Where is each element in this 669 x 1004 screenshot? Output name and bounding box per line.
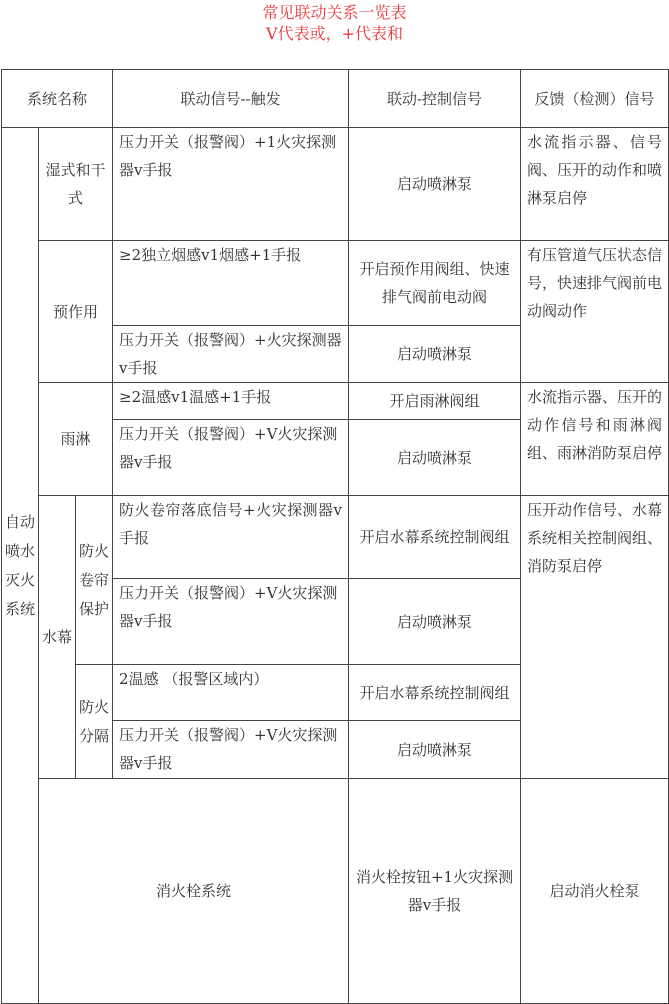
control-cell: 启动喷淋泵: [349, 326, 521, 383]
control-cell: 开启雨淋阀组: [349, 383, 521, 420]
curtain-shutter-protection: 防火卷帘保护: [76, 496, 113, 665]
subsystem-wet-dry: 湿式和干式: [39, 128, 113, 241]
control-cell: 开启预作用阀组、快速排气阀前电动阀: [349, 241, 521, 326]
header-control: 联动-控制信号: [349, 70, 521, 128]
system-sprinkler: 自动喷水灭火系统: [2, 128, 39, 1004]
control-cell: 开启水幕系统控制阀组: [349, 665, 521, 721]
control-cell: 启动喷淋泵: [349, 128, 521, 241]
subsystem-deluge: 雨淋: [39, 383, 113, 496]
table-row: [2, 779, 669, 1004]
table-row: [2, 496, 669, 579]
trigger-cell: 压力开关（报警阀）+火灾探测器v手报: [113, 326, 349, 383]
linkage-table: [1, 69, 669, 1004]
trigger-cell: 防火卷帘落底信号+火灾探测器v手报: [113, 496, 349, 579]
trigger-cell: 2温感 （报警区域内）: [113, 665, 349, 721]
control-cell: 启动喷淋泵: [349, 420, 521, 496]
curtain-fire-separation: 防火分隔: [76, 665, 113, 779]
feedback-cell: 压开动作信号、水幕系统相关控制阀组、消防泵启停: [521, 496, 669, 779]
trigger-cell: 压力开关（报警阀）+1火灾探测器v手报: [113, 128, 349, 241]
header-trigger: 联动信号--触发: [113, 70, 349, 128]
trigger-cell: 消火栓按钮+1火灾探测器v手报: [349, 779, 521, 1004]
feedback-cell: 有压管道气压状态信号，快速排气阀前电动阀动作: [521, 241, 669, 383]
document-title: 常见联动关系一览表: [262, 3, 407, 22]
control-cell: 启动消火栓泵: [521, 779, 669, 1004]
control-cell: 开启水幕系统控制阀组: [349, 496, 521, 579]
subsystem-preaction: 预作用: [39, 241, 113, 383]
trigger-cell: ≥2温感v1温感+1手报: [113, 383, 349, 420]
trigger-cell: 压力开关（报警阀）+V火灾探测器v手报: [113, 579, 349, 665]
header-row: [2, 70, 669, 128]
header-feedback: 反馈（检测）信号: [521, 70, 669, 128]
subsystem-curtain: 水幕: [39, 496, 76, 779]
feedback-cell: 水流指示器、压开的动作信号和雨淋阀组、雨淋消防泵启停: [521, 383, 669, 496]
trigger-cell: 压力开关（报警阀）+V火灾探测器v手报: [113, 721, 349, 779]
table-row: [2, 241, 669, 326]
system-hydrant: 消火栓系统: [39, 779, 349, 1004]
control-cell: 启动喷淋泵: [349, 721, 521, 779]
header-system-name: 系统名称: [2, 70, 113, 128]
table-row: [2, 128, 669, 241]
feedback-cell: 水流指示器、信号阀、压开的动作和喷淋泵启停: [521, 128, 669, 241]
trigger-cell: ≥2独立烟感v1烟感+1手报: [113, 241, 349, 326]
trigger-cell: 压力开关（报警阀）+V火灾探测器v手报: [113, 420, 349, 496]
table-row: [2, 383, 669, 420]
legend-note: V代表或，+代表和: [266, 24, 403, 43]
control-cell: 启动喷淋泵: [349, 579, 521, 665]
